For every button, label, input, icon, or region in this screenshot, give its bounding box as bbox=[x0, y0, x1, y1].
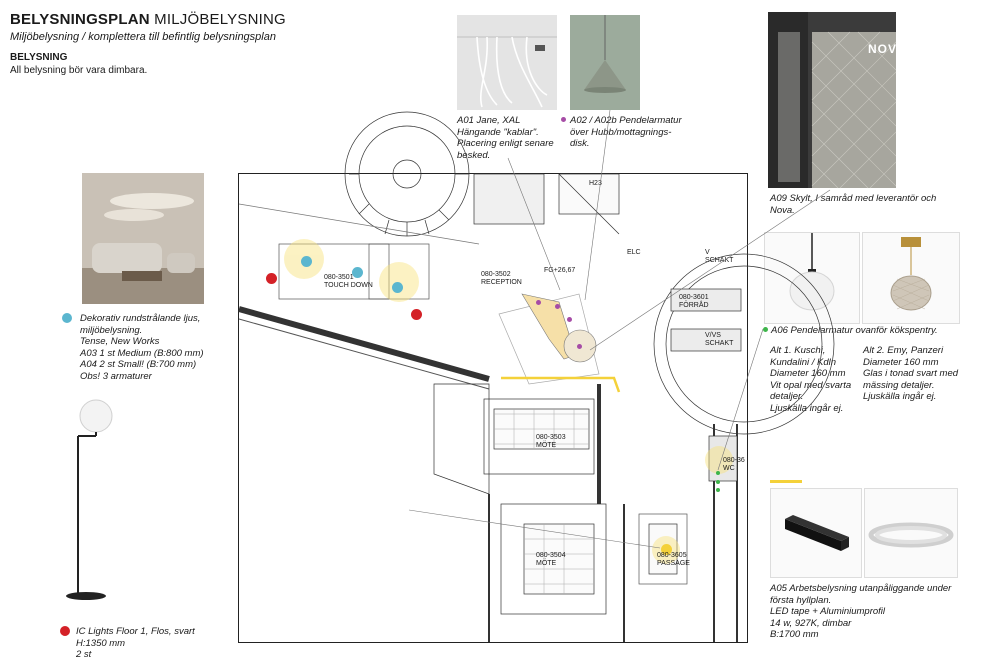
room-label-vvs-schakt: V/VS SCHAKT bbox=[705, 332, 734, 347]
floor-plan bbox=[238, 173, 748, 643]
plan-marker-red-2 bbox=[411, 309, 422, 320]
plan-marker-purple-1 bbox=[536, 300, 541, 305]
room-label-fg: FG+26,67 bbox=[544, 267, 576, 274]
note-a03-a04: Dekorativ rundstrålande ljus, miljöbelysning. Tense, New Works A03 1 st Medium (B:800 mm) A04 2 st Small! (B:700 mm) Obs! 3 armaturer bbox=[80, 313, 204, 382]
marker-green-legend bbox=[763, 327, 768, 332]
photo-a09-nova-sign bbox=[768, 12, 906, 188]
photo-a06-kuschi bbox=[764, 232, 860, 324]
note-ic-lights: IC Lights Floor 1, Flos, svart H:1350 mm 2 st bbox=[76, 626, 195, 660]
note-a05: A05 Arbetsbelysning utanpåliggande under första hyllplan. LED tape + Aluminiumprofil 14 w, 927K, dimbar B:1700 mm bbox=[770, 583, 952, 640]
note-a06: A06 Pendelarmatur ovanför kökspentry. bbox=[771, 325, 938, 336]
plan-marker-purple-3 bbox=[567, 317, 572, 322]
photo-a01-jane bbox=[457, 15, 557, 110]
photo-a05-led-tape bbox=[864, 488, 958, 578]
plan-marker-red-1 bbox=[266, 273, 277, 284]
a09-sign-illustration bbox=[768, 12, 896, 188]
plan-marker-green-3 bbox=[716, 488, 720, 492]
emy-pendant-illustration bbox=[863, 233, 959, 323]
marker-red-legend bbox=[60, 626, 70, 636]
plan-marker-purple-2 bbox=[555, 304, 560, 309]
room-label-h23: H23 bbox=[589, 180, 602, 187]
ic-floor-lamp-illustration bbox=[58, 398, 118, 608]
room-label-3601: 080-3601 FÖRRÅD bbox=[679, 294, 709, 309]
plan-marker-blue-1 bbox=[301, 256, 312, 267]
floor-plan-drawing bbox=[239, 174, 747, 642]
room-label-v-schakt: V SCHAKT bbox=[705, 249, 734, 264]
aluminium-profile-illustration bbox=[771, 489, 861, 577]
room-label-wc: 080-36 WC bbox=[723, 457, 745, 472]
note-a06-alt2: Alt 2. Emy, Panzeri Diameter 160 mm Glas i tonad svart med mässing detaljer. Ljuskälla ingår ej. bbox=[863, 345, 959, 402]
photo-tense-sofa bbox=[82, 173, 204, 304]
note-a01: A01 Jane, XAL Hängande "kablar". Placering enligt senare besked. bbox=[457, 115, 554, 161]
plan-marker-green-1 bbox=[716, 471, 720, 475]
plan-marker-green-2 bbox=[716, 480, 720, 484]
a02-cone-pendant-illustration bbox=[570, 15, 640, 110]
section-text: All belysning bör vara dimbara. bbox=[10, 65, 148, 76]
kuschi-pendant-illustration bbox=[765, 233, 859, 323]
marker-a05-yellow-line bbox=[770, 480, 802, 483]
note-a02: A02 / A02b Pendelarmatur över Hubb/mottagnings- disk. bbox=[570, 115, 682, 149]
marker-blue-legend bbox=[62, 313, 72, 323]
a01-cables-illustration bbox=[457, 15, 557, 110]
tense-sofa-illustration bbox=[82, 173, 204, 304]
photo-a06-emy bbox=[862, 232, 960, 324]
room-label-3605: 080-3605 PASSAGE bbox=[657, 552, 690, 567]
room-label-3501: 080-3501 TOUCH DOWN bbox=[324, 274, 373, 289]
note-a09: A09 Skylt, I samråd med leverantör och Nova. bbox=[770, 193, 937, 216]
plan-marker-purple-4 bbox=[577, 344, 582, 349]
page-title: BELYSNINGSPLAN MILJÖBELYSNING bbox=[10, 11, 286, 28]
photo-a05-profile bbox=[770, 488, 862, 578]
photo-a02-pendant bbox=[570, 15, 640, 110]
nova-sign-text: NOVA bbox=[868, 42, 906, 56]
plan-marker-blue-3 bbox=[392, 282, 403, 293]
room-label-3504: 080-3504 MÖTE bbox=[536, 552, 566, 567]
led-tape-illustration bbox=[865, 489, 957, 577]
note-a06-alt1: Alt 1. Kuschi, Kundalini / Kdln Diameter 160 mm Vit opal med svarta detaljer. Ljuskälla ingår ej. bbox=[770, 345, 852, 414]
room-label-3503: 080-3503 MÖTE bbox=[536, 434, 566, 449]
room-label-elc: ELC bbox=[627, 249, 641, 256]
marker-a02-purple bbox=[561, 117, 566, 122]
room-label-3502: 080-3502 RECEPTION bbox=[481, 271, 522, 286]
page-subtitle: Miljöbelysning / komplettera till befintlig belysningsplan bbox=[10, 31, 276, 43]
section-heading: BELYSNING bbox=[10, 52, 68, 63]
